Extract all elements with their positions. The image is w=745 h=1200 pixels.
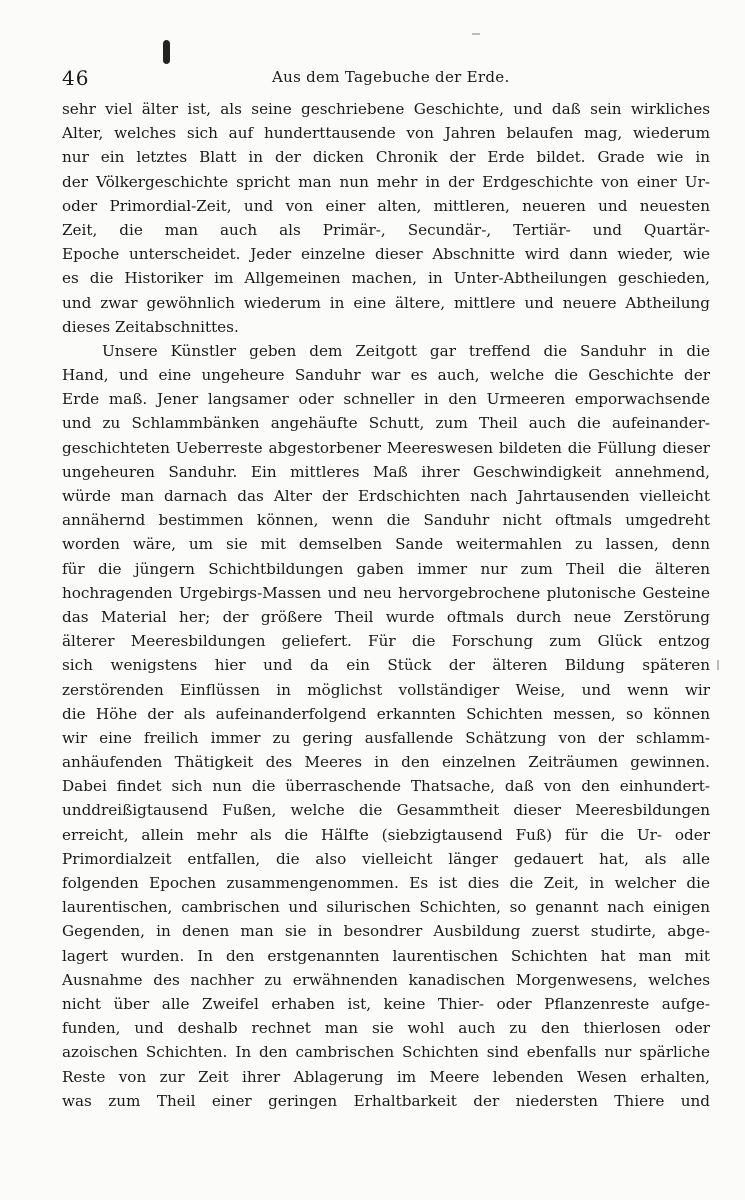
text-line: Erde maß. Jener langsamer oder schneller in den Urmeeren emporwachsende — [62, 390, 710, 409]
text-line: zerstörenden Einflüssen in möglichst vollständiger Weise, und wenn wir — [62, 680, 710, 699]
paragraph-2 — [62, 339, 710, 1113]
text-line: oder Primordial-Zeit, und von einer alten, mittleren, neueren und neuesten — [62, 196, 710, 215]
text-line: Alter, welches sich auf hunderttausende von Jahren belaufen mag, wiederum — [62, 124, 710, 143]
text-line: azoischen Schichten. In den cambrischen Schichten sind ebenfalls nur spärliche — [62, 1043, 710, 1062]
page-number: 46 — [62, 66, 90, 90]
page-header — [62, 64, 683, 94]
text-line: nur ein letztes Blatt in der dicken Chronik der Erde bildet. Grade wie in — [62, 148, 710, 167]
text-line: laurentischen, cambrischen und silurischen Schichten, so genannt nach einigen — [62, 898, 710, 917]
text-line: die Höhe der als aufeinanderfolgend erkannten Schichten messen, so können — [62, 704, 710, 723]
text-line: Zeit, die man auch als Primär-, Secundär-, Tertiär- und Quartär- — [62, 220, 710, 239]
text-line: erreicht, allein mehr als die Hälfte (siebzigtausend Fuß) für die Ur- oder — [62, 825, 710, 844]
print-mark — [717, 660, 719, 670]
text-line: älterer Meeresbildungen geliefert. Für die Forschung zum Glück entzog — [62, 632, 710, 651]
text-line: funden, und deshalb rechnet man sie wohl auch zu den thierlosen oder — [62, 1019, 710, 1038]
text-line: sehr viel älter ist, als seine geschriebene Geschichte, und daß sein wirkliches — [62, 100, 710, 118]
text-line: und zu Schlammbänken angehäufte Schutt, zum Theil auch die aufeinander- — [62, 414, 710, 433]
text-line: wir eine freilich immer zu gering ausfallende Schätzung von der schlamm- — [62, 728, 710, 747]
text-line: ungeheuren Sanduhr. Ein mittleres Maß ihrer Geschwindigkeit annehmend, — [62, 462, 710, 481]
text-line: Gegenden, in denen man sie in besondrer Ausbildung zuerst studirte, abge- — [62, 922, 710, 941]
text-line: unddreißigtausend Fußen, welche die Gesammtheit dieser Meeresbildungen — [62, 801, 710, 820]
text-line: Hand, und eine ungeheure Sanduhr war es auch, welche die Geschichte der — [62, 366, 710, 385]
ink-speck — [163, 40, 170, 64]
text-line: das Material her; der größere Theil wurde oftmals durch neue Zerstörung — [62, 607, 710, 626]
text-line: Reste von zur Zeit ihrer Ablagerung im Meere lebenden Wesen erhalten, — [62, 1067, 710, 1086]
print-mark — [472, 33, 480, 35]
text-line: lagert wurden. In den erstgenannten laurentischen Schichten hat man mit — [62, 946, 710, 965]
text-line: und zwar gewöhnlich wiederum in eine ältere, mittlere und neuere Abtheilung — [62, 293, 710, 312]
text-line: Ausnahme des nachher zu erwähnenden kanadischen Morgenwesens, welches — [62, 970, 710, 989]
text-line: sich wenigstens hier und da ein Stück der älteren Bildung späteren — [62, 656, 710, 675]
body-text — [62, 97, 710, 1113]
text-line: folgenden Epochen zusammengenommen. Es ist dies die Zeit, in welcher die — [62, 874, 710, 892]
text-line: worden wäre, um sie mit demselben Sande weitermahlen zu lassen, denn — [62, 535, 710, 554]
text-line: für die jüngern Schichtbildungen gaben immer nur zum Theil die älteren — [62, 559, 710, 578]
text-line: dieses Zeitabschnittes. — [62, 317, 239, 336]
text-line: es die Historiker im Allgemeinen machen, in Unter-Abtheilungen geschieden, — [62, 269, 710, 288]
text-line: was zum Theil einer geringen Erhaltbarkeit der niedersten Thiere und — [62, 1091, 710, 1110]
text-line: anhäufenden Thätigkeit des Meeres in den einzelnen Zeiträumen gewinnen. — [62, 753, 710, 772]
text-line: würde man darnach das Alter der Erdschichten nach Jahrtausenden vielleicht — [62, 487, 710, 505]
paragraph-1 — [62, 97, 710, 339]
text-line: hochragenden Urgebirgs-Massen und neu hervorgebrochene plutonische Gesteine — [62, 583, 710, 602]
text-line: Unsere Künstler geben dem Zeitgott gar treffend die Sanduhr in die — [102, 341, 710, 360]
text-line: Dabei findet sich nun die überraschende Thatsache, daß von den einhundert- — [62, 777, 710, 796]
text-line: der Völkergeschichte spricht man nun mehr in der Erdgeschichte von einer Ur- — [62, 172, 710, 191]
text-line: nicht über alle Zweifel erhaben ist, keine Thier- oder Pflanzenreste aufge- — [62, 994, 710, 1013]
text-line: Epoche unterscheidet. Jeder einzelne dieser Abschnitte wird dann wieder, wie — [62, 245, 710, 264]
text-line: geschichteten Ueberreste abgestorbener Meereswesen bildeten die Füllung dieser — [62, 438, 710, 457]
text-line: annähernd bestimmen können, wenn die Sanduhr nicht oftmals umgedreht — [62, 511, 710, 530]
running-title: Aus dem Tagebuche der Erde. — [272, 68, 510, 86]
text-line: Primordialzeit entfallen, die also vielleicht länger gedauert hat, als alle — [62, 849, 710, 868]
